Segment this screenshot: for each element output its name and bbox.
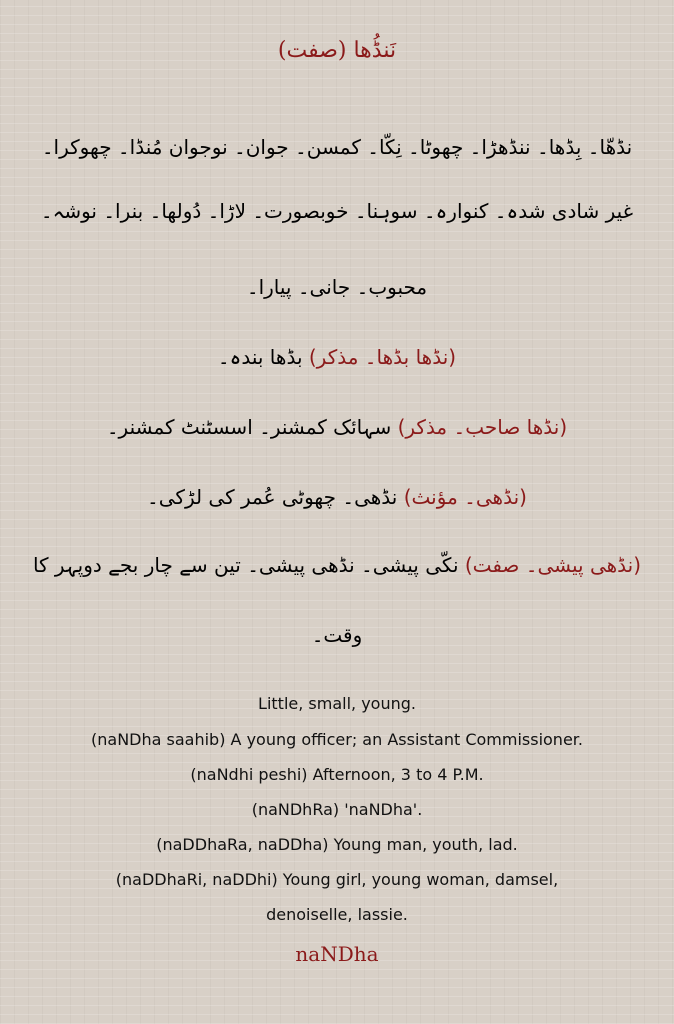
urdu-entry-1: [14, 342, 660, 372]
english-line-7: denoiselle, lassie.: [266, 905, 408, 924]
urdu-synonyms-line-3: محبوب۔ جانی۔ پیارا۔: [246, 275, 428, 299]
entry-3-tag: (نڈھی۔ مؤنث): [403, 485, 527, 509]
entry-1-text: بڈھا بندہ۔: [217, 345, 303, 369]
headword-romanized: naNDha: [295, 942, 379, 966]
entry-2-text: سہائک کمشنر۔ اسسٹنٹ کمشنر۔: [106, 415, 392, 439]
entry-2-tag: (نڈھا صاحب۔ مذکر): [397, 415, 568, 439]
urdu-entry-3: [14, 482, 660, 512]
entry-4-tag: (نڈھی پیشی۔ صفت): [464, 553, 642, 577]
urdu-synonyms-line-2: غیر شادی شدہ۔ کنوارہ۔ سوہنا۔ خوبصورت۔ لاڑا۔ دُولھا۔ بنرا۔ نوشہ۔: [40, 199, 634, 223]
english-line-3: (naNdhi peshi) Afternoon, 3 to 4 P.M.: [190, 765, 484, 784]
urdu-entry-4-continued: وقت۔: [311, 623, 363, 647]
entry-1-tag: (نڈھا بڈھا۔ مذکر): [308, 345, 457, 369]
urdu-synonyms-line-1: نڈھّا۔ بِڈھا۔ ننڈھڑا۔ چھوٹا۔ نِکّا۔ کمسن۔ جوان۔ نوجوان مُنڈا۔ چھوکرا۔: [41, 135, 633, 159]
entry-4-text: نکّی پیشی۔ نڈھی پیشی۔ تین سے چار بجے دوپہر کا: [32, 553, 459, 577]
english-line-1: Little, small, young.: [258, 694, 416, 713]
urdu-entry-4: [14, 550, 660, 580]
english-line-2: (naNDha saahib) A young officer; an Assistant Commissioner.: [91, 730, 583, 749]
page-title: نَنڈُھا (صفت): [277, 38, 397, 63]
english-line-5: (naDDhaRa, naDDha) Young man, youth, lad.: [156, 835, 518, 854]
urdu-entry-2: [14, 412, 660, 442]
english-line-4: (naNDhRa) 'naNDha'.: [251, 800, 423, 819]
entry-3-text: نڈھی۔ چھوٹی عُمر کی لڑکی۔: [147, 485, 398, 509]
english-line-6: (naDDhaRi, naDDhi) Young girl, young woman, damsel,: [115, 870, 559, 889]
